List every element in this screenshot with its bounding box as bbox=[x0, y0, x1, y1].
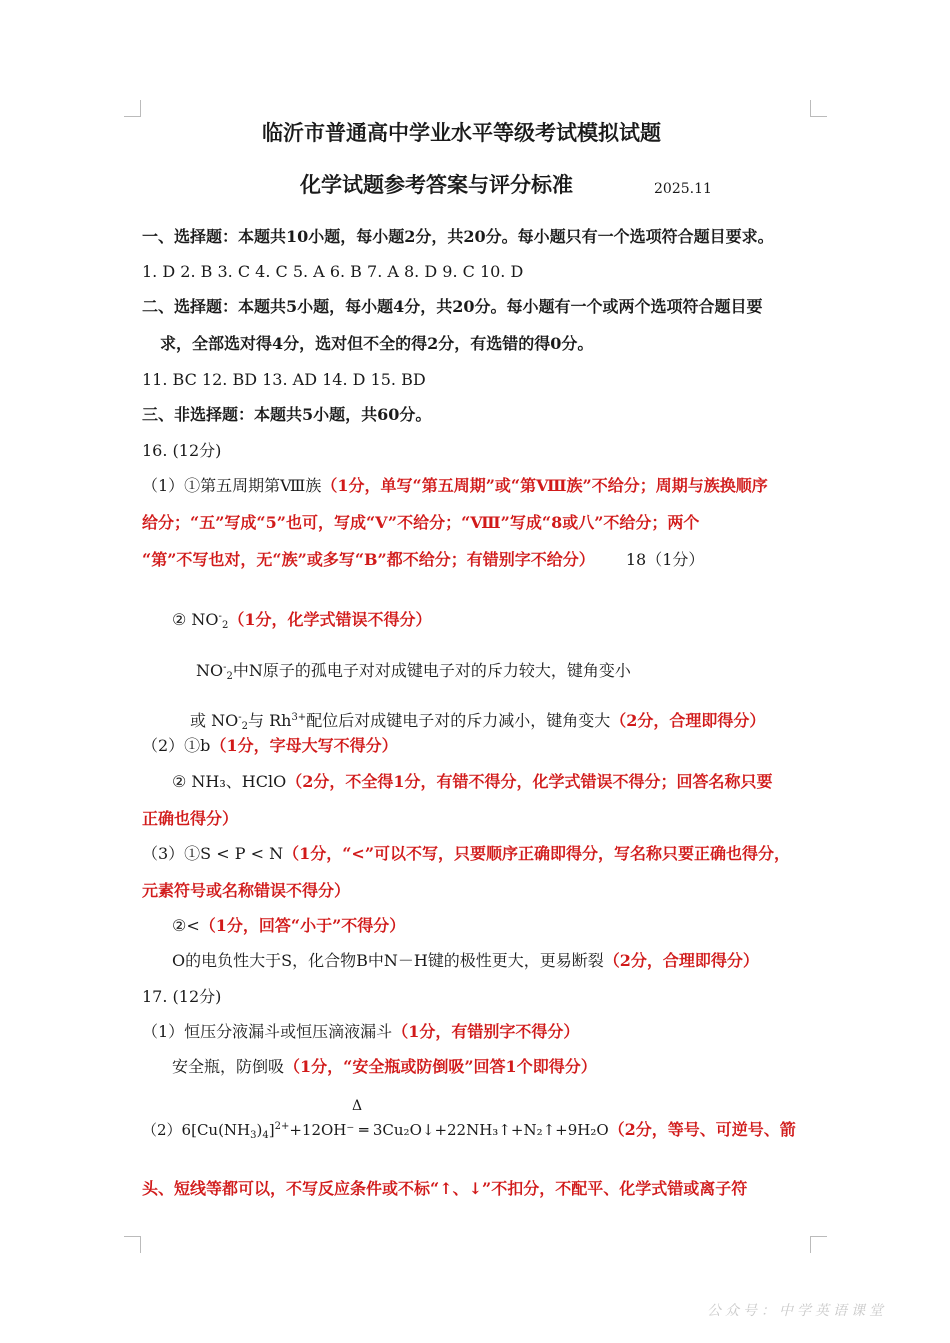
q16-p3-1-line bbox=[142, 843, 790, 865]
q16-p1-2-exp2 bbox=[190, 707, 765, 738]
equation-part-4: +12OH⁻ ═ 3Cu₂O↓+22NH₃↑+N₂↑+9H₂O bbox=[289, 1121, 609, 1139]
q17-p1-b-note: （1分，“安全瓶或防倒吸”回答1个即得分） bbox=[284, 1057, 597, 1076]
formula-rh: 与 Rh bbox=[247, 711, 292, 730]
equation-part-2: ) bbox=[256, 1121, 263, 1139]
q16-p1-2-exp1 bbox=[196, 657, 631, 688]
q16-p1-2-exp1-text: 中N原子的孤电子对对成键电子对的斥力较大，键角变小 bbox=[232, 661, 631, 680]
q16-p3-3-answer: O的电负性大于S，化合物B中N－H键的极性更大，更易断裂 bbox=[172, 951, 604, 970]
exam-date: 2025.11 bbox=[654, 181, 712, 197]
q17-p1-b-line bbox=[172, 1056, 597, 1078]
q17-p2-equation-line bbox=[142, 1116, 796, 1147]
q16-p2-1-answer: （2）①b bbox=[142, 736, 211, 755]
q16-p1-note-3: “第”不写也对，无“族”或多写“B”都不给分；有错别字不给分） bbox=[142, 550, 595, 569]
superscript-2plus: 2+ bbox=[274, 1121, 290, 1132]
q16-p3-3-line bbox=[172, 950, 759, 972]
q16-p1-line1 bbox=[142, 475, 768, 497]
q17-p1-b-answer: 安全瓶，防倒吸 bbox=[172, 1057, 285, 1076]
subscript-4: 4 bbox=[262, 1130, 269, 1141]
watermark: 公众号：中学英语课堂 bbox=[707, 1303, 887, 1319]
superscript-minus: - bbox=[223, 662, 227, 673]
equation-part-1: （2）6[Cu(NH bbox=[142, 1121, 251, 1139]
q17-p1-a-answer: （1）恒压分液漏斗或恒压滴液漏斗 bbox=[142, 1022, 393, 1041]
superscript-minus: - bbox=[218, 611, 222, 622]
q16-p1-2-note: （1分，化学式错误不得分） bbox=[228, 610, 432, 629]
q16-p2-1-note: （1分，字母大写不得分） bbox=[210, 736, 398, 755]
q17-p1-a-line bbox=[142, 1021, 579, 1043]
crop-mark-top-right bbox=[810, 100, 827, 117]
q16-p1-line3 bbox=[142, 549, 704, 571]
section2-header-line1: 二、选择题：本题共5小题，每小题4分，共20分。每小题有一个或两个选项符合题目要 bbox=[142, 297, 763, 316]
subscript-2: 2 bbox=[221, 620, 229, 631]
page-title: 临沂市普通高中学业水平等级考试模拟试题 bbox=[262, 120, 661, 145]
q17-p2-note-2: 头、短线等都可以，不写反应条件或不标“↑、↓”不扣分，不配平、化学式错或离子符 bbox=[142, 1179, 748, 1198]
q16-p3-2-answer: ②< bbox=[172, 916, 200, 935]
subscript-2: 2 bbox=[241, 721, 248, 732]
q16-p3-1-answer: （3）①S < P < N bbox=[142, 844, 284, 863]
q16-p1-2-line bbox=[172, 606, 431, 637]
page-subtitle: 化学试题参考答案与评分标准 bbox=[300, 172, 573, 197]
section1-answers: 1. D 2. B 3. C 4. C 5. A 6. B 7. A 8. D 9. C 10. D bbox=[142, 262, 524, 281]
q16-label: 16. (12分) bbox=[142, 441, 222, 460]
subscript-3: 3 bbox=[250, 1130, 257, 1141]
q16-p1-answer-b: 18（1分） bbox=[625, 550, 705, 569]
section2-header-line2: 求，全部选对得4分，选对但不全的得2分，有选错的得0分。 bbox=[160, 334, 594, 353]
q16-p3-2-line bbox=[172, 915, 405, 937]
crop-mark-bottom-right bbox=[810, 1236, 827, 1253]
q16-p3-3-note: （2分，合理即得分） bbox=[603, 951, 759, 970]
q16-p1-2-answer: ② NO bbox=[172, 610, 219, 629]
q16-p2-2-note-2: 正确也得分） bbox=[142, 809, 239, 828]
q16-p2-2-note-1: （2分，不全得1分，有错不得分，化学式错误不得分；回答名称只要 bbox=[286, 772, 773, 791]
q17-label: 17. (12分) bbox=[142, 987, 222, 1006]
q17-p2-note-1: （2分，等号、可逆号、箭 bbox=[608, 1120, 796, 1139]
q16-p2-1-line bbox=[142, 735, 398, 757]
superscript-minus: - bbox=[238, 712, 242, 723]
q16-p3-1-note-1: （1分，“<”可以不写，只要顺序正确即得分，写名称只要正确也得分， bbox=[283, 844, 791, 863]
q16-p1-answer: （1）①第五周期第Ⅷ族 bbox=[142, 476, 322, 495]
q16-p3-1-note-2: 元素符号或名称错误不得分） bbox=[142, 881, 351, 900]
q16-p2-2-answer: ② NH₃、HClO bbox=[172, 772, 287, 791]
q16-p2-2-line bbox=[172, 771, 773, 793]
q16-p1-note-2: 给分；“五”写成“5”也可，写成“V”不给分；“Ⅷ”写成“8或八”不给分；两个 bbox=[142, 513, 700, 532]
formula-no2: NO bbox=[196, 661, 224, 680]
superscript-3plus: 3+ bbox=[291, 712, 307, 723]
section1-header: 一、选择题：本题共10小题，每小题2分，共20分。每小题只有一个选项符合题目要求。 bbox=[142, 227, 774, 246]
heating-condition-delta: Δ bbox=[352, 1098, 363, 1114]
q16-p3-2-note: （1分，回答“小于”不得分） bbox=[199, 916, 406, 935]
q16-p1-2-exp2-note: （2分，合理即得分） bbox=[610, 711, 766, 730]
q16-p1-2-exp2-text: 配位后对成键电子对的斥力减小，键角变大 bbox=[306, 711, 611, 730]
crop-mark-bottom-left bbox=[124, 1236, 141, 1253]
section2-answers: 11. BC 12. BD 13. AD 14. D 15. BD bbox=[142, 370, 426, 389]
q17-p1-a-note: （1分，有错别字不得分） bbox=[392, 1022, 580, 1041]
section3-header: 三、非选择题：本题共5小题，共60分。 bbox=[142, 405, 432, 424]
subscript-2: 2 bbox=[226, 671, 233, 682]
formula-no2: 或 NO bbox=[190, 711, 239, 730]
equation-part-3: ] bbox=[268, 1121, 275, 1139]
crop-mark-top-left bbox=[124, 100, 141, 117]
q16-p1-note-1: （1分，单写“第五周期”或“第Ⅷ族”不给分；周期与族换顺序 bbox=[321, 476, 768, 495]
